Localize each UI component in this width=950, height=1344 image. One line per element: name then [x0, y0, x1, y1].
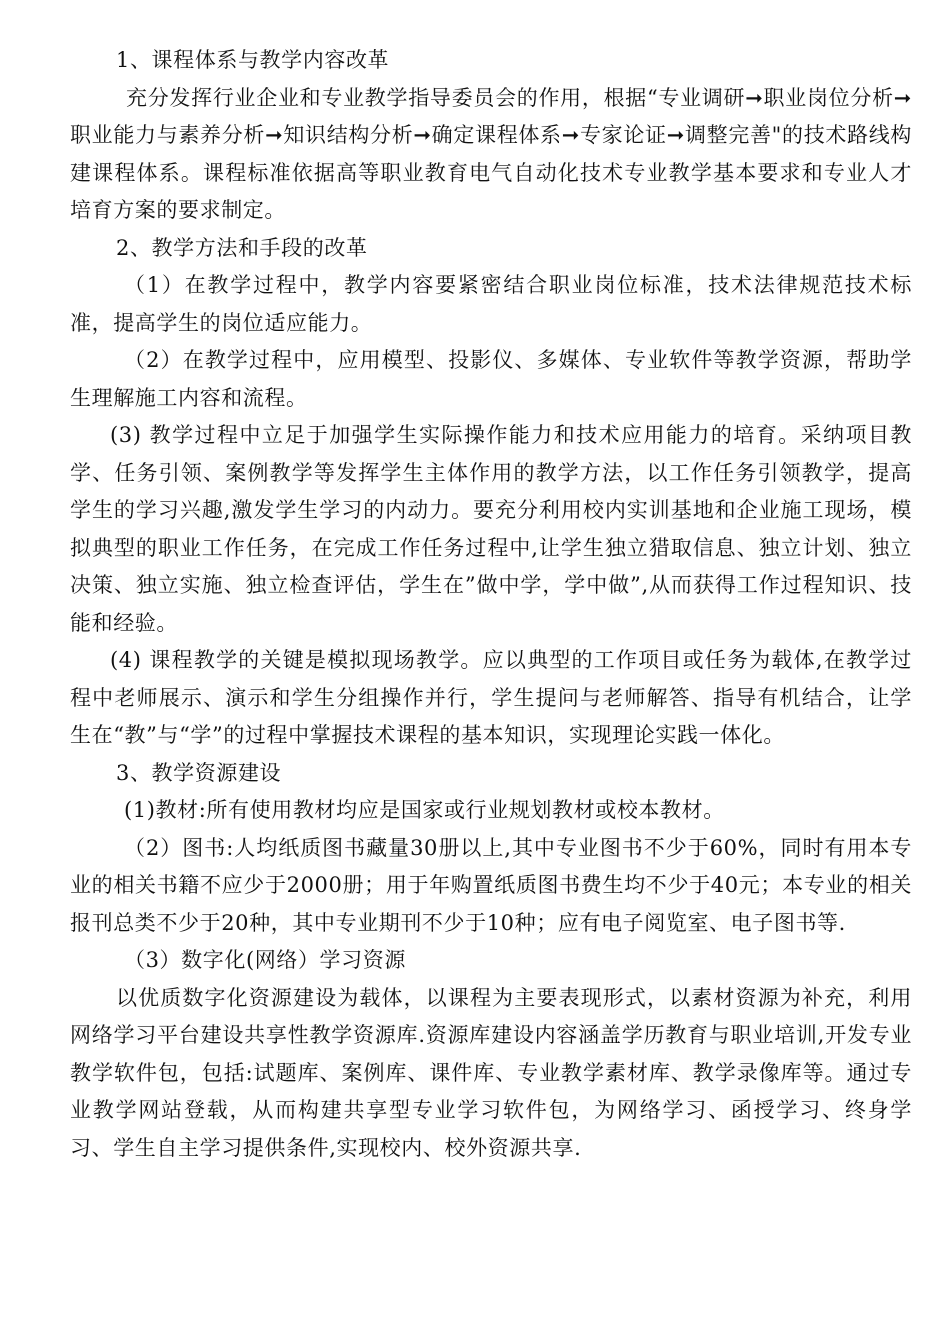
paragraph: 以优质数字化资源建设为载体，以课程为主要表现形式，以素材资源为补充，利用网络学习平台建设共享性教学资源库.资源库建设内容涵盖学历教育与职业培训,开发专业教学软件包，包括:试题库、案例库、课件库、专业教学素材库、教学录像库等。通过专业教学网站登载，从而构建共享型专业学习软件包，为网络学习、函授学习、终身学习、学生自主学习提供条件,实现校内、校外资源共享. [70, 985, 912, 1160]
paragraph: (4) 课程教学的关键是模拟现场教学。应以典型的工作项目或任务为载体,在教学过程中老师展示、演示和学生分组操作并行，学生提问与老师解答、指导有机结合，让学生在“教”与“学”的过程中掌握技术课程的基本知识，实现理论实践一体化。 [70, 648, 912, 747]
section-heading-2: 2、教学方法和手段的改革 [116, 235, 368, 260]
document-page [70, 42, 912, 1167]
paragraph: （1）在教学过程中，教学内容要紧密结合职业岗位标准，技术法律规范技术标准，提高学生的岗位适应能力。 [70, 273, 912, 335]
paragraph: （2）图书:人均纸质图书藏量30册以上,其中专业图书不少于60%，同时有用本专业的相关书籍不应少于2000册；用于年购置纸质图书费生均不少于40元；本专业的相关报刊总类不少于20种，其中专业期刊不少于10种；应有电子阅览室、电子图书等. [70, 835, 912, 935]
paragraph: (1)教材:所有使用教材均应是国家或行业规划教材或校本教材。 [124, 798, 725, 822]
subheading: （3）数字化(网络）学习资源 [124, 948, 406, 972]
section-heading-3: 3、教学资源建设 [116, 760, 282, 785]
section-heading-1: 1、课程体系与教学内容改革 [116, 48, 390, 72]
paragraph: （2）在教学过程中，应用模型、投影仪、多媒体、专业软件等教学资源，帮助学生理解施工内容和流程。 [70, 348, 912, 410]
paragraph: 充分发挥行业企业和专业教学指导委员会的作用，根据“专业调研➞职业岗位分析➞职业能力与素养分析➞知识结构分析➞确定课程体系➞专家论证➞调整完善"的技术路线构建课程体系。课程标准依据高等职业教育电气自动化技术专业教学基本要求和专业人才培育方案的要求制定。 [70, 85, 912, 222]
paragraph: (3) 教学过程中立足于加强学生实际操作能力和技术应用能力的培育。采纳项目教学、任务引领、案例教学等发挥学生主体作用的教学方法，以工作任务引领教学，提高学生的学习兴趣,激发学生学习的内动力。要充分利用校内实训基地和企业施工现场，模拟典型的职业工作任务，在完成工作任务过程中,让学生独立猎取信息、独立计划、独立决策、独立实施、独立检查评估，学生在”做中学，学中做”,从而获得工作过程知识、技能和经验。 [70, 423, 912, 635]
